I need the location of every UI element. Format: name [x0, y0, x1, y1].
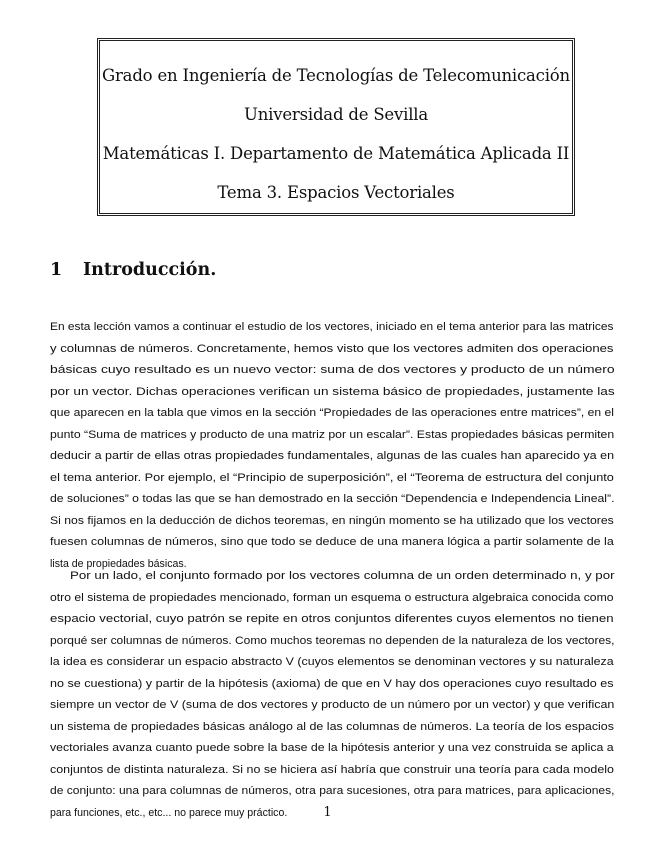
text-line: de soluciones” o todas las que se han demostrado en la sección “Dependencia e Independencia Lineal”. — [50, 493, 615, 505]
text-line: En esta lección vamos a continuar el estudio de los vectores, iniciado en el tema anterior para las matrices — [50, 321, 614, 333]
degree-line: Grado en Ingeniería de Tecnologías de Telecomunicación — [102, 66, 570, 85]
section-number: 1 — [50, 260, 63, 280]
text-line: fuesen columnas de números, sino que todo se deduce de una manera lógica a partir solamente de la — [50, 536, 614, 548]
text-line: punto “Suma de matrices y producto de una matriz por un escalar”. Estas propiedades básicas permiten — [50, 428, 615, 441]
university-line: Universidad de Sevilla — [244, 105, 428, 124]
text-line: porqué ser columnas de números. Como muchos teoremas no dependen de la naturaleza de los vectores, — [50, 634, 615, 647]
page-number: 1 — [323, 805, 332, 820]
text-line: lista de propiedades básicas. — [50, 557, 187, 570]
section-heading — [50, 260, 216, 280]
text-line: Si nos fijamos en la deducción de dichos teoremas, en ningún momento se ha utilizado que los vectores — [50, 514, 614, 527]
text-line: vectoriales avanza cuanto puede sobre la base de la hipótesis anterior y una vez construida se aplica a — [50, 742, 614, 754]
text-line: otro el sistema de propiedades mencionado, forman un esquema o estructura algebraica conocida como — [50, 591, 614, 604]
text-line: por un vector. Dichas operaciones verifican un sistema básico de propiedades, justamente las — [50, 385, 615, 398]
text-line: y columnas de números. Concretamente, hemos visto que los vectores admiten dos operaciones — [50, 342, 614, 355]
section-title: Introducción. — [83, 260, 217, 280]
text-line: de conjunto: una para columnas de números, otra para sucesiones, otra para matrices, para aplicaciones, — [50, 785, 615, 797]
text-line: conjuntos de distinta naturaleza. Si no se hiciera así habría que construir una teoría para cada modelo — [50, 763, 614, 776]
text-line: básicas cuyo resultado es un nuevo vector: suma de dos vectores y producto de un número — [50, 364, 615, 376]
text-line: un sistema de propiedades básicas análogo al de las columnas de números. La teoría de los espacios — [50, 720, 614, 733]
text-line: no se cuestiona) y partir de la hipótesis (axioma) de que en V hay dos operaciones cuyo resultado es — [50, 677, 614, 690]
text-line: la idea es considerar un espacio abstracto V (cuyos elementos se denominan vectores y su naturaleza — [50, 656, 614, 668]
text-line: siempre un vector de V (suma de dos vectores y producto de un número por un vector) y que verifican — [50, 699, 615, 711]
department-line: Matemáticas I. Departamento de Matemática Aplicada II — [102, 144, 570, 163]
text-line: deducir a partir de ellas otras propiedades fundamentales, algunas de las cuales han aparecido ya en — [50, 450, 615, 462]
text-line: Por un lado, el conjunto formado por los vectores columna de un orden determinado n, y por — [70, 570, 615, 582]
title-box — [97, 38, 575, 216]
text-line: para funciones, etc., etc... no parece muy práctico. — [50, 806, 288, 819]
text-line: que aparecen en la tabla que vimos en la sección “Propiedades de las operaciones entre matrices”, en el — [50, 407, 614, 419]
text-line: espacio vectorial, cuyo patrón se repite en otros conjuntos diferentes cuyos elementos no tienen — [50, 613, 614, 625]
text-line: el tema anterior. Por ejemplo, el “Principio de superposición”, el “Teorema de estructura del conjunto — [50, 471, 614, 484]
topic-line: Tema 3. Espacios Vectoriales — [217, 183, 455, 202]
